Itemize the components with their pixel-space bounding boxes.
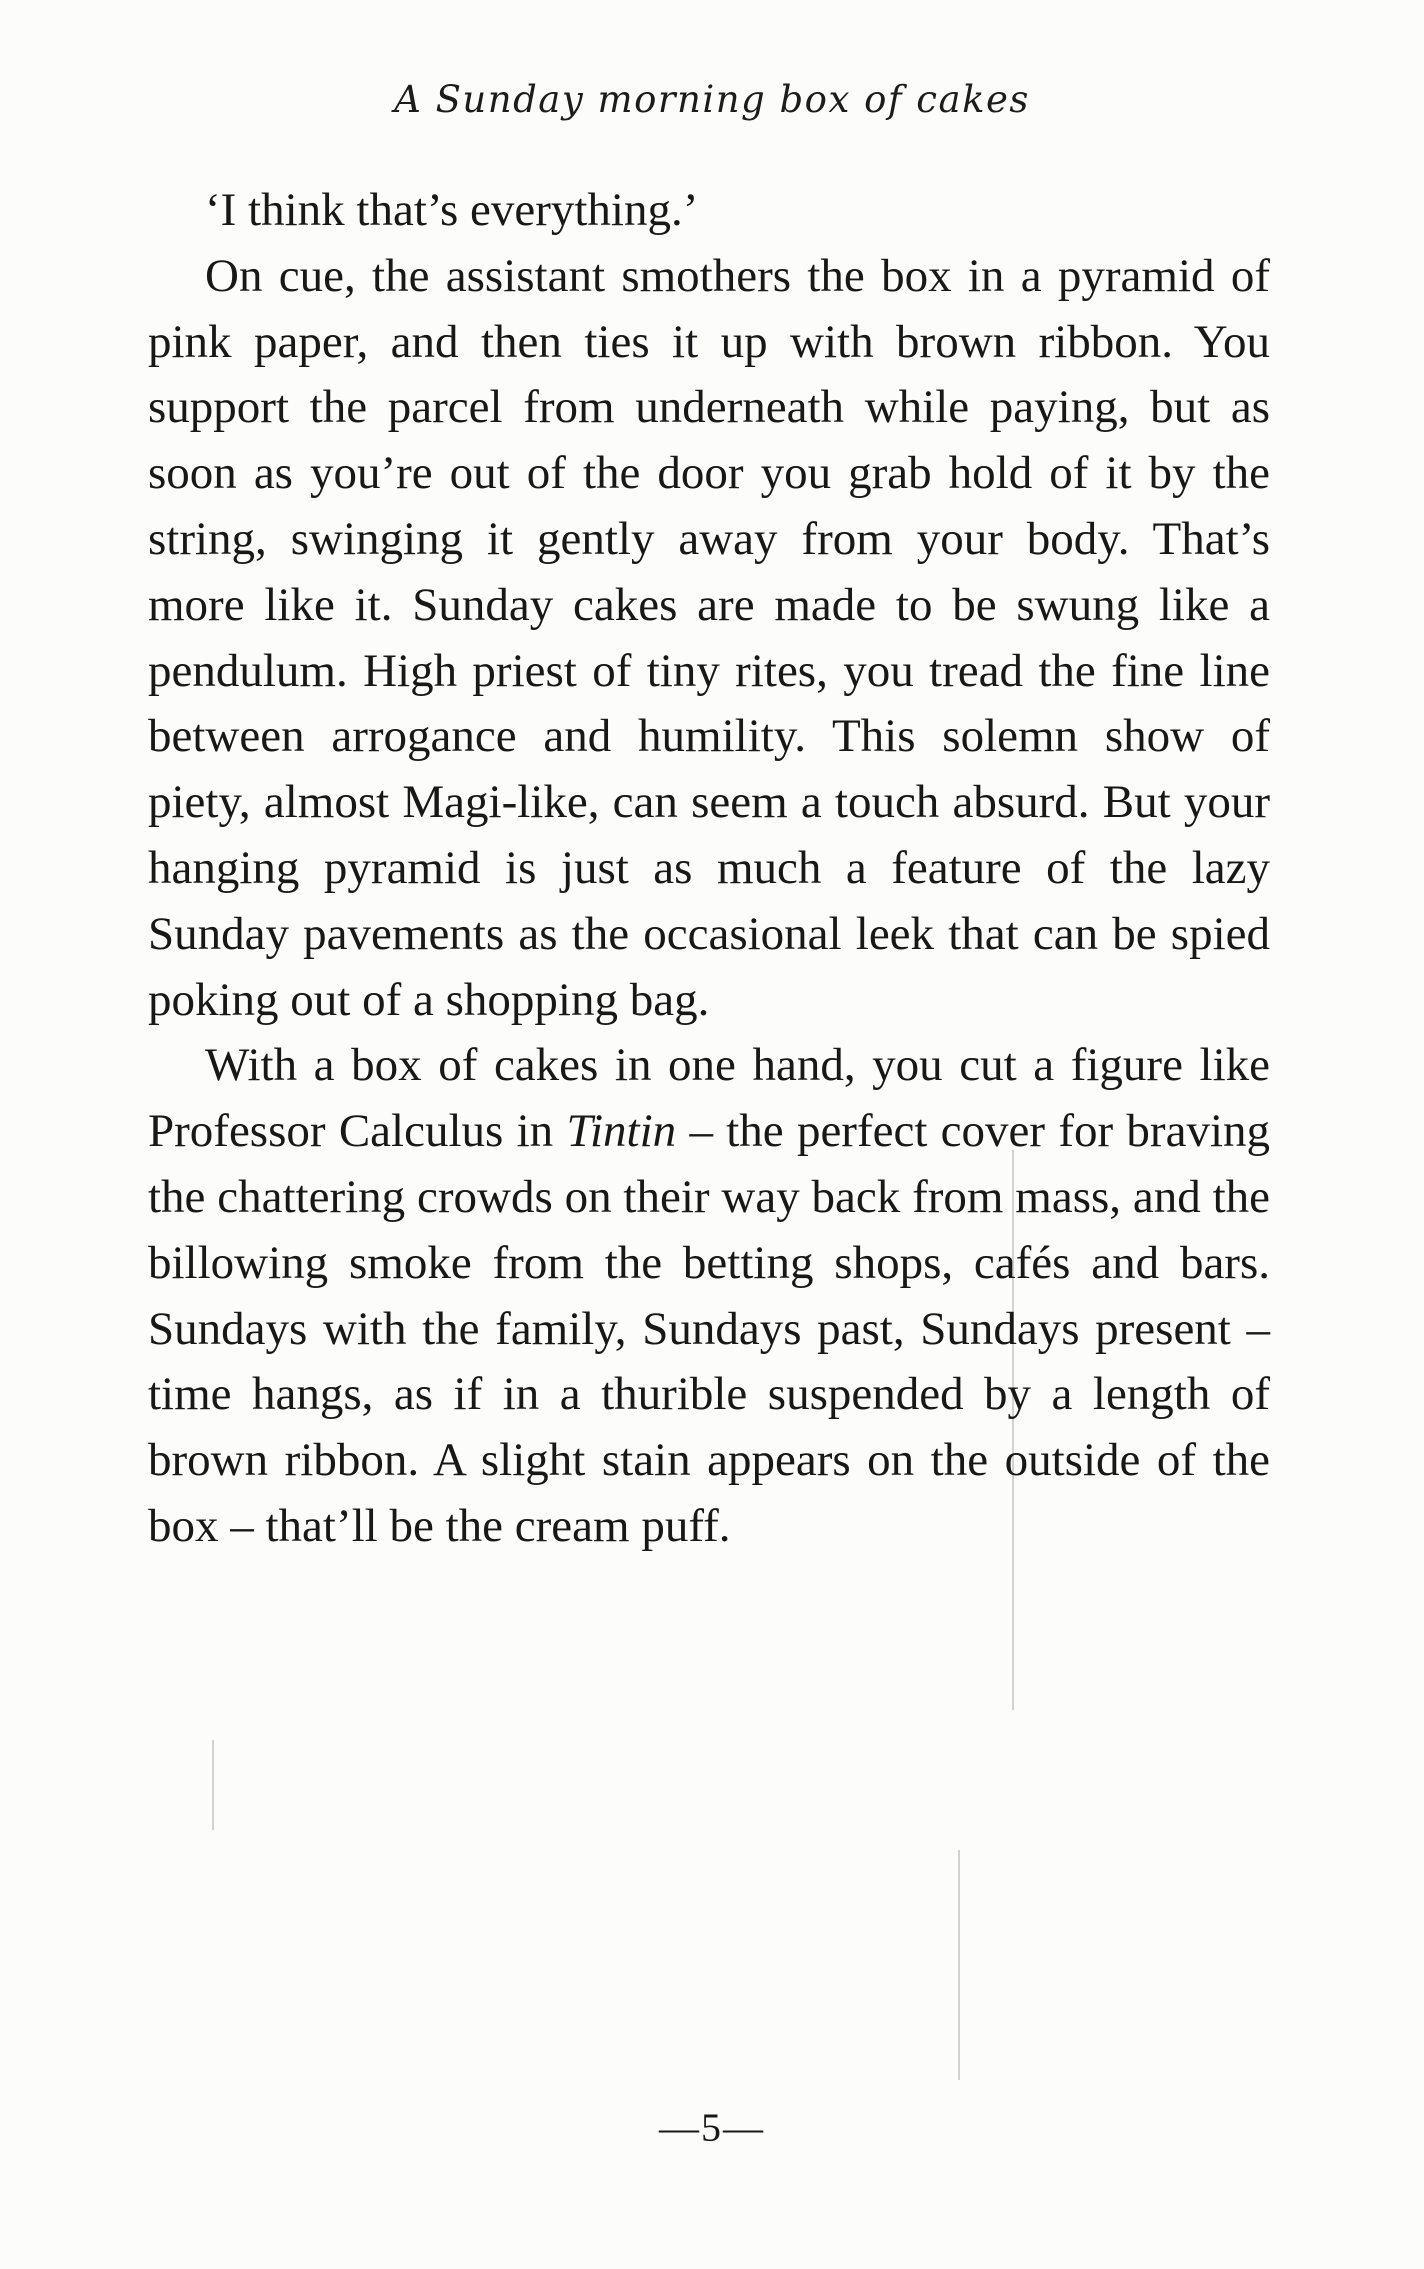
running-head: A Sunday morning box of cakes <box>394 78 1030 121</box>
book-title-tintin: Tintin <box>566 1105 677 1158</box>
paper-crease-mark-left <box>212 1740 214 1830</box>
paragraph-3-part-2: – the perfect cover for braving the chattering crowds on their way back from mass, and the billowing smoke from the betting shops, cafés and bars. Sundays with the family, Sundays past, Sundays present – time hangs, as if in a thurible suspended by a length of brown ribbon. A slight stain appears on the outside of the box – that’ll be the cream puff. <box>148 1105 1270 1552</box>
page-number: —5— <box>659 2105 765 2150</box>
paragraph-1: ‘I think that’s everything.’ <box>205 184 699 236</box>
paragraph-3 <box>148 1033 1270 1559</box>
paragraph-2: On cue, the assistant smothers the box in a pyramid of pink paper, and then ties it up with brown ribbon. You support the parcel from underneath while paying, but as soon as you’re out of the door you grab hold of it by the string, swinging it gently away from your body. That’s more like it. Sunday cakes are made to be swung like a pendulum. High priest of tiny rites, you tread the fine line between arrogance and humility. This solemn show of piety, almost Magi-like, can seem a touch absurd. But your hanging pyramid is just as much a feature of the lazy Sunday pavements as the occasional leek that can be spied poking out of a shopping bag. <box>148 249 1270 1026</box>
paragraph-3-part-1: With a box of cakes in one hand, you cut a figure like Professor Calculus in <box>148 1039 1270 1158</box>
body-text <box>148 178 1270 1560</box>
paper-crease-mark-lower <box>958 1850 960 2080</box>
